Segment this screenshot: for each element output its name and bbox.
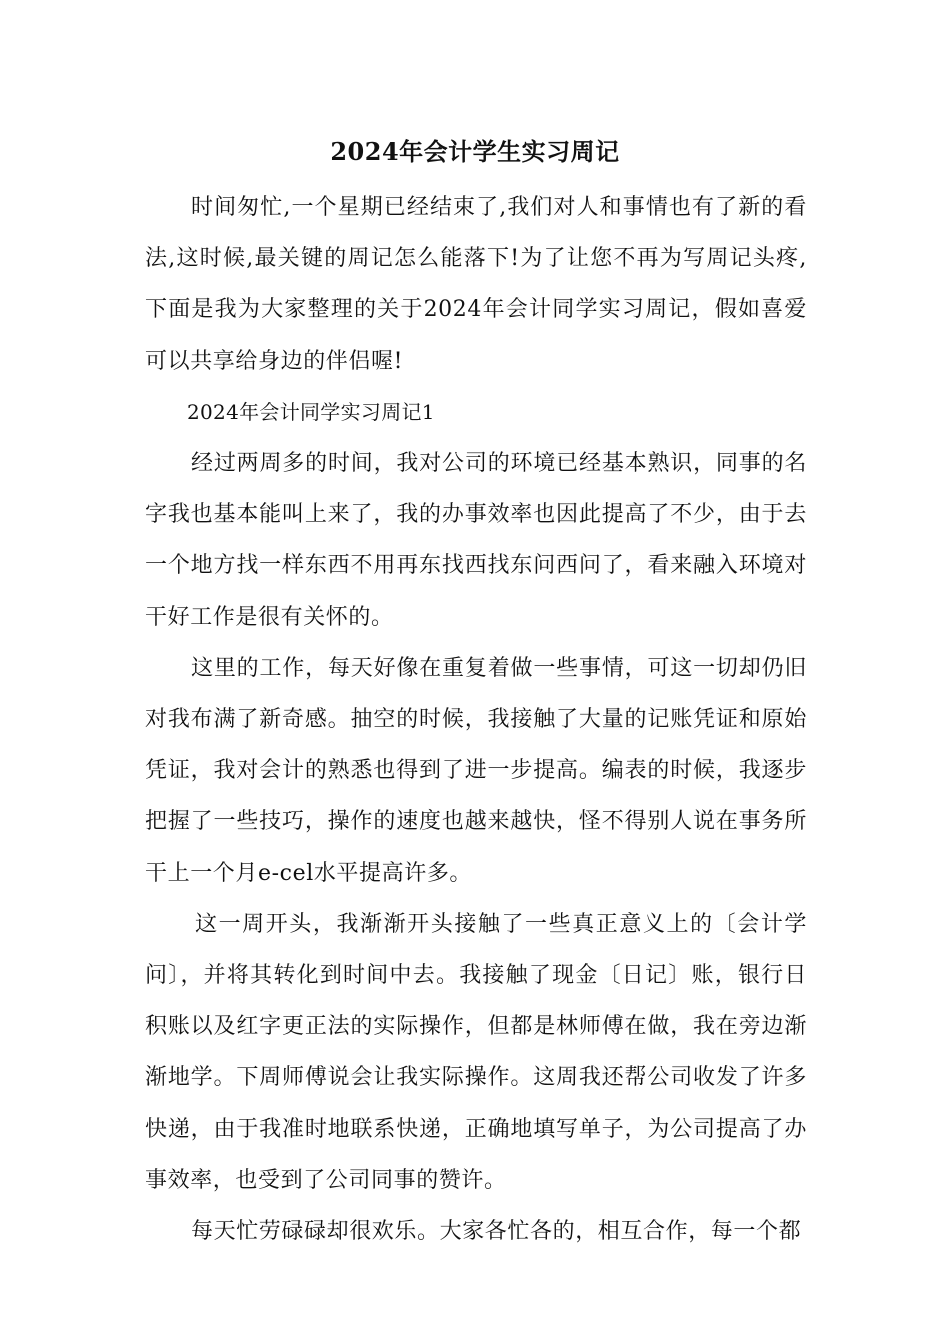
body-paragraph: 经过两周多的时间，我对公司的环境已经基本熟识，同事的名字我也基本能叫上来了，我的办事效率也因此提高了不少，由于去一个地方找一样东西不用再东找西找东问西问了，看来融入环境对干好工作是很有关怀的。 <box>145 451 807 630</box>
body-paragraph: 每天忙劳碌碌却很欢乐。大家各忙各的，相互合作，每一个都 <box>191 1219 802 1245</box>
body-paragraph: 这里的工作，每天好像在重复着做一些事情，可这一切却仍旧对我布满了新奇感。抽空的时候，我接触了大量的记账凭证和原始凭证，我对会计的熟悉也得到了进一步提高。编表的时候，我逐步把握了一些技巧，操作的速度也越来越快，怪不得别人说在事务所干上一个月e-cel水平提高许多。 <box>145 655 807 886</box>
document-title: 2024年会计学生实习周记 <box>330 137 620 166</box>
section-heading: 2024年会计同学实习周记1 <box>187 399 435 424</box>
document-body <box>145 182 807 1257</box>
body-paragraph: 这一周开头，我渐渐开头接触了一些真正意义上的〔会计学问〕，并将其转化到时间中去。我接触了现金〔日记〕账，银行日积账以及红字更正法的实际操作，但都是林师傅在做，我在旁边渐渐地学。下周师傅说会让我实际操作。这周我还帮公司收发了许多快递，由于我准时地联系快递，正确地填写单子，为公司提高了办事效率，也受到了公司同事的赞许。 <box>145 911 807 1193</box>
intro-paragraph: 时间匆忙,一个星期已经结束了,我们对人和事情也有了新的看法,这时候,最关键的周记怎么能落下!为了让您不再为写周记头疼,下面是我为大家整理的关于2024年会计同学实习周记，假如喜爱可以共享给身边的伴侣喔! <box>145 195 807 374</box>
